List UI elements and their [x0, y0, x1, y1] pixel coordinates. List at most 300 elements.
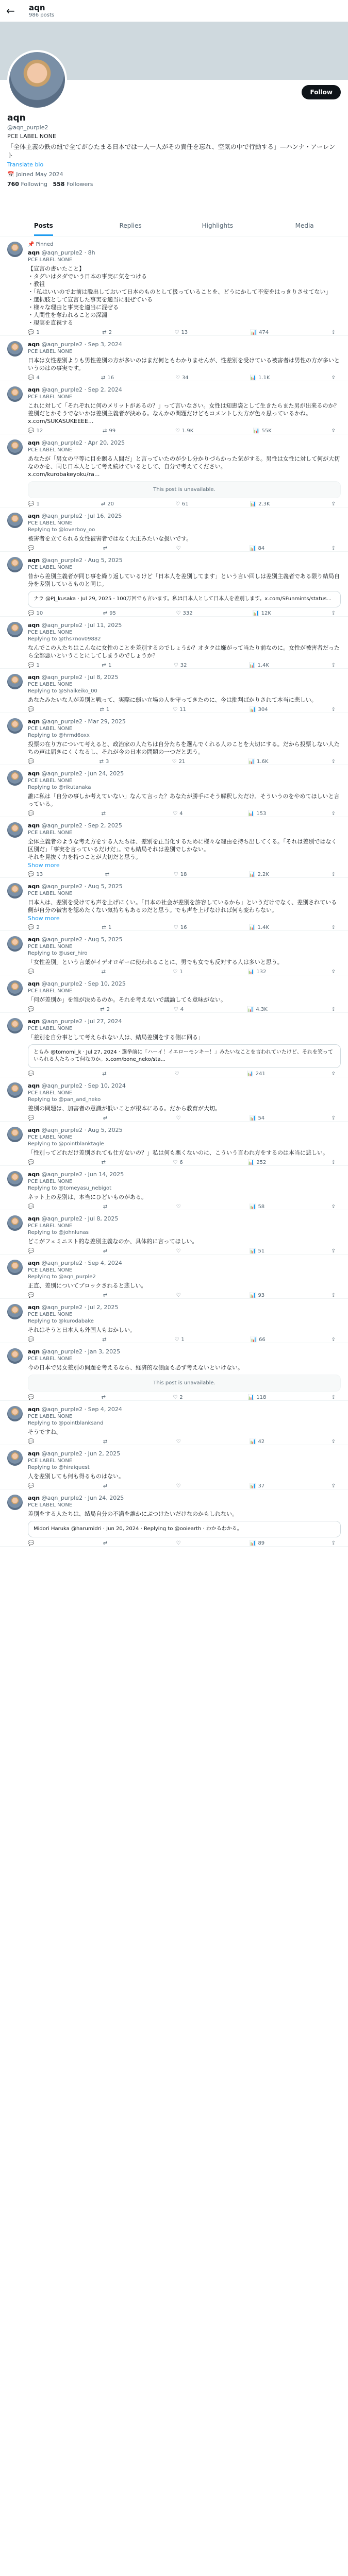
like-button[interactable]	[174, 1007, 184, 1012]
reply-button[interactable]	[28, 428, 43, 434]
views-button[interactable]	[250, 501, 270, 507]
post-author-name[interactable]: aqn	[28, 1260, 40, 1266]
post-author-name[interactable]: aqn	[28, 936, 40, 943]
post-item[interactable]	[0, 434, 348, 507]
post-author-name[interactable]: aqn	[28, 386, 40, 393]
post-avatar[interactable]	[7, 386, 23, 402]
share-button[interactable]	[332, 872, 336, 877]
reply-button[interactable]	[28, 1483, 36, 1489]
post-item[interactable]	[0, 1210, 348, 1255]
reply-button[interactable]	[28, 663, 40, 668]
post-author-name[interactable]: aqn	[28, 770, 40, 777]
follow-button[interactable]: Follow	[302, 85, 341, 99]
repost-button[interactable]	[103, 1293, 109, 1298]
post-item[interactable]	[0, 1077, 348, 1122]
like-button[interactable]	[173, 1395, 183, 1400]
share-button[interactable]	[332, 501, 336, 507]
reply-button[interactable]	[28, 375, 40, 381]
share-button[interactable]	[332, 1337, 336, 1343]
share-icon: ⇪	[331, 375, 336, 381]
views-button[interactable]	[249, 872, 269, 877]
post-date[interactable]: Jul 27, 2024	[88, 1018, 122, 1025]
like-button[interactable]	[175, 428, 193, 434]
share-button[interactable]	[332, 611, 336, 616]
post-handle[interactable]: @aqn_purple2	[41, 249, 83, 256]
post-author-name[interactable]: aqn	[28, 557, 40, 564]
post-date[interactable]: Jun 2, 2025	[88, 1450, 121, 1457]
like-button[interactable]	[176, 1248, 183, 1254]
post-author-name[interactable]: aqn	[28, 1018, 40, 1025]
share-button[interactable]	[332, 663, 336, 668]
profile-bio: 「全体主義の鉄の紐で全てがひたまる日本では一人一人がその責任を忘れ、空気の中で行動する」—ハンナ・アーレント	[7, 143, 335, 159]
post-item[interactable]	[0, 336, 348, 381]
share-button[interactable]	[332, 1160, 336, 1165]
like-button[interactable]	[174, 330, 188, 335]
like-button[interactable]	[175, 501, 189, 507]
post-handle[interactable]: @aqn_purple2	[41, 883, 83, 890]
views-button[interactable]	[250, 1293, 264, 1298]
post-handle[interactable]: @aqn_purple2	[41, 1450, 83, 1457]
post-date[interactable]: Jun 24, 2025	[88, 770, 124, 777]
replying-to[interactable]: Replying to @aqn_purple2	[28, 1274, 96, 1280]
share-button[interactable]	[332, 330, 336, 335]
post-author-name[interactable]: aqn	[28, 1215, 40, 1222]
post-avatar[interactable]	[7, 1260, 23, 1275]
views-button[interactable]	[249, 925, 269, 930]
share-button[interactable]	[332, 1483, 336, 1489]
post-item[interactable]	[0, 236, 348, 336]
post-date[interactable]: Sep 3, 2024	[88, 341, 122, 348]
share-button[interactable]	[332, 1248, 336, 1254]
post-avatar[interactable]	[7, 883, 23, 899]
post-avatar[interactable]	[7, 439, 23, 455]
repost-button[interactable]	[102, 1071, 108, 1077]
replying-to[interactable]: Replying to @pointblanktagle	[28, 1141, 104, 1147]
replying-to[interactable]: Replying to @pointblanksand	[28, 1420, 104, 1426]
post-author-name[interactable]: aqn	[28, 439, 40, 446]
views-button[interactable]	[253, 428, 272, 434]
post-avatar[interactable]	[7, 1215, 23, 1231]
post-label: PCE LABEL NONE	[28, 394, 73, 400]
share-button[interactable]	[332, 759, 336, 765]
repost-icon: ⇄	[103, 1293, 108, 1298]
post-author-name[interactable]: aqn	[28, 883, 40, 890]
post-avatar[interactable]	[7, 1127, 23, 1142]
repost-button[interactable]	[102, 811, 108, 817]
post-avatar[interactable]	[7, 341, 23, 357]
post-actions	[28, 1483, 341, 1489]
post-handle[interactable]: @aqn_purple2	[41, 1304, 83, 1311]
views-button[interactable]	[247, 1071, 266, 1077]
replying-to[interactable]: Replying to @hiraiquest	[28, 1465, 90, 1470]
share-icon: ⇪	[331, 1204, 336, 1210]
post-body	[28, 718, 341, 765]
tab-posts[interactable]	[0, 215, 87, 236]
post-avatar[interactable]	[7, 674, 23, 689]
post-item[interactable]	[0, 617, 348, 669]
post-author-name[interactable]: aqn	[28, 980, 40, 987]
replying-to[interactable]: Replying to @hrmd6oxx	[28, 733, 90, 738]
repost-button[interactable]	[102, 330, 112, 335]
replying-to[interactable]: Replying to @pan_and_neko	[28, 1097, 101, 1103]
reply-button[interactable]	[28, 759, 36, 765]
share-button[interactable]	[332, 707, 336, 713]
post-author-name[interactable]: aqn	[28, 341, 40, 348]
post-date[interactable]: Jun 14, 2025	[88, 1171, 124, 1178]
views-button[interactable]	[250, 1204, 264, 1210]
views-button[interactable]	[250, 1483, 264, 1489]
reply-icon: 💬	[28, 546, 35, 551]
post-text: 差別の問題は、加害者の意識が低いことが根本にある。だから教育が大切。	[28, 1105, 221, 1112]
views-button[interactable]	[250, 1248, 264, 1254]
post-avatar[interactable]	[7, 822, 23, 838]
reply-button[interactable]	[28, 1439, 36, 1445]
share-button[interactable]	[332, 1540, 336, 1546]
post-item[interactable]	[0, 765, 348, 817]
reply-button[interactable]	[28, 1160, 36, 1165]
share-button[interactable]	[332, 1115, 336, 1121]
views-button[interactable]	[250, 1439, 264, 1445]
post-author-name[interactable]: aqn	[28, 1304, 40, 1311]
replying-to[interactable]: Replying to @Shaikeiko_00	[28, 688, 97, 694]
action-count: 37	[258, 1483, 265, 1489]
reply-button[interactable]	[28, 1204, 36, 1210]
post-item[interactable]	[0, 1489, 348, 1547]
post-date[interactable]: Jul 8, 2025	[88, 674, 119, 681]
post-item[interactable]	[0, 1299, 348, 1343]
reply-button[interactable]	[28, 1248, 36, 1254]
like-button[interactable]	[176, 1483, 183, 1489]
like-button[interactable]	[176, 611, 193, 616]
reply-icon: 💬	[28, 1160, 35, 1165]
following-count[interactable]: 760	[7, 181, 19, 188]
post-handle[interactable]: @aqn_purple2	[41, 557, 83, 564]
reply-button[interactable]	[28, 1337, 36, 1343]
post-date[interactable]: Apr 20, 2025	[88, 439, 125, 446]
post-handle[interactable]: @aqn_purple2	[41, 386, 83, 393]
like-button[interactable]	[176, 1204, 183, 1210]
post-handle[interactable]: @aqn_purple2	[41, 770, 83, 777]
reply-button[interactable]	[28, 1395, 36, 1400]
views-button[interactable]	[248, 811, 267, 817]
reply-button[interactable]	[28, 330, 40, 335]
share-button[interactable]	[332, 1007, 336, 1012]
post-avatar[interactable]	[7, 1348, 23, 1364]
replying-to[interactable]: Replying to @user_hiro	[28, 951, 88, 956]
like-button[interactable]	[174, 925, 187, 930]
reply-button[interactable]	[28, 925, 40, 930]
post-avatar[interactable]	[7, 718, 23, 734]
post-handle[interactable]: @aqn_purple2	[41, 1495, 83, 1501]
post-item[interactable]	[0, 878, 348, 931]
like-button[interactable]	[173, 811, 183, 817]
post-author-name[interactable]: aqn	[28, 1348, 40, 1355]
post-date[interactable]: Sep 10, 2025	[88, 980, 126, 987]
post-date[interactable]: Sep 2, 2025	[88, 822, 122, 829]
post-author-name[interactable]: aqn	[28, 1450, 40, 1457]
like-button[interactable]	[173, 1160, 183, 1165]
post-author-name[interactable]: aqn	[28, 1082, 40, 1089]
like-button[interactable]	[176, 1115, 183, 1121]
post-author-name[interactable]: aqn	[28, 1406, 40, 1413]
reply-button[interactable]	[28, 811, 36, 817]
reply-button[interactable]	[28, 1071, 36, 1077]
post-avatar[interactable]	[7, 513, 23, 528]
like-button[interactable]	[176, 1540, 183, 1546]
post-item[interactable]	[0, 975, 348, 1013]
views-button[interactable]	[250, 707, 268, 713]
post-date[interactable]: Jul 8, 2025	[88, 1215, 119, 1222]
post-item[interactable]	[0, 507, 348, 552]
replying-to[interactable]: Replying to @kurodabake	[28, 1318, 94, 1324]
views-button[interactable]	[250, 546, 264, 551]
post-header	[28, 1215, 341, 1223]
repost-button[interactable]	[102, 1395, 108, 1400]
post-author-name[interactable]: aqn	[28, 513, 40, 519]
post-author-name[interactable]: aqn	[28, 822, 40, 829]
post-avatar[interactable]	[7, 1304, 23, 1319]
post-date[interactable]: Sep 4, 2024	[88, 1406, 122, 1413]
views-button[interactable]	[250, 375, 270, 381]
repost-button[interactable]	[100, 707, 109, 713]
post-handle[interactable]: @aqn_purple2	[41, 936, 83, 943]
post-item[interactable]	[0, 1445, 348, 1489]
post-date[interactable]: Aug 5, 2025	[88, 936, 123, 943]
post-handle[interactable]: @aqn_purple2	[41, 674, 83, 681]
views-button[interactable]	[251, 1337, 266, 1343]
repost-button[interactable]	[103, 546, 109, 551]
like-button[interactable]	[173, 707, 186, 713]
share-button[interactable]	[332, 1204, 336, 1210]
like-button[interactable]	[176, 1439, 183, 1445]
post-avatar[interactable]	[7, 1495, 23, 1510]
post-date[interactable]: Sep 4, 2024	[88, 1260, 122, 1266]
reply-button[interactable]	[28, 1293, 36, 1298]
show-more-link[interactable]: Show more	[28, 862, 60, 869]
post-handle[interactable]: @aqn_purple2	[41, 1260, 83, 1266]
views-button[interactable]	[251, 330, 269, 335]
post-date[interactable]: Jul 16, 2025	[88, 513, 122, 519]
like-button[interactable]	[172, 759, 186, 765]
post-date[interactable]: Sep 2, 2024	[88, 386, 122, 393]
reply-button[interactable]	[28, 969, 36, 975]
reply-button[interactable]	[28, 611, 43, 616]
following-label[interactable]: Following	[21, 181, 47, 188]
repost-button[interactable]	[100, 759, 109, 765]
post-header	[28, 1018, 341, 1025]
like-button[interactable]	[174, 1071, 181, 1077]
repost-button[interactable]	[101, 375, 114, 381]
views-button[interactable]	[248, 1160, 267, 1165]
post-handle[interactable]: @aqn_purple2	[41, 341, 83, 348]
post-date[interactable]: Aug 5, 2025	[88, 557, 123, 564]
like-button[interactable]	[174, 663, 187, 668]
replying-to[interactable]: Replying to @johnlunas	[28, 1230, 89, 1235]
repost-button[interactable]	[103, 428, 115, 434]
post-handle[interactable]: @aqn_purple2	[41, 980, 83, 987]
post-author-name[interactable]: aqn	[28, 1127, 40, 1133]
views-button[interactable]	[250, 1115, 264, 1121]
post-item[interactable]	[0, 1166, 348, 1210]
show-more-link[interactable]: Show more	[28, 915, 60, 922]
like-button[interactable]	[175, 375, 189, 381]
post-date[interactable]: Jan 3, 2025	[88, 1348, 121, 1355]
post-handle[interactable]: @aqn_purple2	[41, 1215, 83, 1222]
post-avatar[interactable]	[7, 1018, 23, 1033]
repost-button[interactable]	[103, 1248, 109, 1254]
post-handle[interactable]: @aqn_purple2	[41, 1348, 83, 1355]
followers-count[interactable]: 558	[53, 181, 65, 188]
tab-highlights[interactable]: Highlights	[202, 222, 234, 229]
post-date[interactable]: Sep 10, 2024	[88, 1082, 126, 1089]
post-avatar[interactable]	[7, 1082, 23, 1098]
share-button[interactable]	[332, 546, 336, 551]
views-button[interactable]	[248, 969, 267, 975]
post-item[interactable]	[0, 669, 348, 713]
post-date[interactable]: Mar 29, 2025	[88, 718, 126, 725]
post-author-name[interactable]: aqn	[28, 718, 40, 725]
views-button[interactable]	[247, 1007, 268, 1012]
repost-button[interactable]	[103, 1204, 109, 1210]
quoted-post[interactable]: ナラ @PJ_kusaka · Jul 29, 2025 · 100万回でも言います。私は日本人として日本人を差別します。x.com/SFunmints/status...	[28, 591, 341, 607]
reply-button[interactable]	[28, 546, 36, 551]
post-handle[interactable]: @aqn_purple2	[41, 1127, 83, 1133]
post-author-name[interactable]: aqn	[28, 622, 40, 629]
followers-label[interactable]: Followers	[66, 181, 93, 188]
repost-button[interactable]	[103, 1439, 109, 1445]
post-avatar[interactable]	[7, 770, 23, 786]
share-button[interactable]	[332, 969, 336, 975]
reply-button[interactable]	[28, 501, 40, 507]
post-avatar[interactable]	[7, 1171, 23, 1187]
post-item[interactable]	[0, 381, 348, 434]
reply-button[interactable]	[28, 872, 43, 877]
post-actions	[28, 330, 341, 335]
like-button[interactable]	[176, 1293, 183, 1298]
share-button[interactable]	[332, 925, 336, 930]
share-button[interactable]	[332, 1395, 336, 1400]
post-item[interactable]	[0, 1401, 348, 1445]
post-author-name[interactable]: aqn	[28, 1171, 40, 1178]
share-button[interactable]	[332, 1071, 336, 1077]
like-button[interactable]	[174, 1337, 184, 1343]
post-avatar[interactable]	[7, 1450, 23, 1466]
post-handle[interactable]: @aqn_purple2	[41, 822, 83, 829]
repost-button[interactable]	[102, 1160, 108, 1165]
repost-button[interactable]	[102, 925, 111, 930]
reply-button[interactable]	[28, 1540, 36, 1546]
post-handle[interactable]: @aqn_purple2	[41, 622, 83, 629]
reply-button[interactable]	[28, 1007, 36, 1012]
post-avatar[interactable]	[7, 622, 23, 637]
post-handle[interactable]: @aqn_purple2	[41, 1082, 83, 1089]
views-button[interactable]	[253, 611, 271, 616]
views-button[interactable]	[248, 759, 268, 765]
post-handle[interactable]: @aqn_purple2	[41, 1406, 83, 1413]
post-item[interactable]	[0, 931, 348, 975]
post-handle[interactable]: @aqn_purple2	[41, 1018, 83, 1025]
tab-replies[interactable]: Replies	[119, 222, 142, 229]
quoted-post[interactable]: Midori Haruka @harumidri · Jun 20, 2024 · Replying to @ooiearth · わかるわかる。	[28, 1521, 341, 1537]
like-button[interactable]	[174, 872, 187, 877]
post-item[interactable]	[0, 713, 348, 765]
repost-button[interactable]	[102, 1337, 108, 1343]
post-handle[interactable]: @aqn_purple2	[41, 439, 83, 446]
post-date[interactable]: 8h	[88, 249, 95, 256]
post-date[interactable]: Jul 2, 2025	[88, 1304, 119, 1311]
repost-button[interactable]	[100, 1007, 110, 1012]
post-text: 日本は女性差別よりも男性差別の方が多いのはまだ何ともわかりませんが、性差別を受けている被害者は男性の方が多いというのはの事実です。	[28, 357, 340, 371]
post-item[interactable]	[0, 1013, 348, 1077]
repost-button[interactable]	[103, 1115, 109, 1121]
arrow-left-icon[interactable]: ←	[6, 5, 15, 17]
post-text: 全体主義者のような考え方をする人たちは、差別を正当化するために様々な理由を持ち出してくる。「それは差別ではなく区別だ」「事実を言っているだけだ」。でも結局それは差別でしかない。 それを見抜く力を持つことが大切だと思う。	[28, 838, 337, 860]
replying-to[interactable]: Replying to @tomeyasu_nebigot	[28, 1185, 112, 1191]
post-avatar[interactable]	[7, 557, 23, 572]
replying-to[interactable]: Replying to @loverboy_oo	[28, 527, 95, 533]
reply-button[interactable]	[28, 1115, 36, 1121]
profile-avatar[interactable]	[7, 50, 67, 110]
post-handle[interactable]: @aqn_purple2	[41, 718, 83, 725]
post-date[interactable]: Jun 24, 2025	[88, 1495, 124, 1501]
post-author-name[interactable]: aqn	[28, 249, 40, 256]
like-icon: ♡	[173, 969, 178, 975]
repost-button[interactable]	[105, 872, 111, 877]
post-item[interactable]	[0, 817, 348, 878]
share-button[interactable]	[332, 1293, 336, 1298]
post-avatar[interactable]	[7, 1406, 23, 1421]
tab-media[interactable]: Media	[295, 222, 314, 229]
post-item[interactable]	[0, 1255, 348, 1299]
post-author-name[interactable]: aqn	[28, 1495, 40, 1501]
replying-to[interactable]: Replying to @ths7nov09882	[28, 636, 101, 642]
replying-to[interactable]: Replying to @rikutanaka	[28, 785, 91, 790]
post-handle[interactable]: @aqn_purple2	[41, 1171, 83, 1178]
post-avatar[interactable]	[7, 242, 23, 257]
like-button[interactable]	[176, 546, 183, 551]
post-actions	[28, 1439, 341, 1445]
repost-button[interactable]	[103, 1540, 109, 1546]
post-author-name[interactable]: aqn	[28, 674, 40, 681]
quoted-post[interactable]: ともみ @tomomi_k · Jul 27, 2024 · 選挙前に「ハーイ！イエローモンキー！」みたいなことを言われていたけど、それを笑っていられる人たちって何なのか。x.com/bone_neko/sta...	[28, 1044, 341, 1068]
views-button[interactable]	[250, 1540, 264, 1546]
post-header	[28, 1082, 341, 1090]
post-date[interactable]: Aug 5, 2025	[88, 1127, 123, 1133]
repost-button[interactable]	[102, 663, 111, 668]
repost-button[interactable]	[103, 1483, 109, 1489]
post-handle[interactable]: @aqn_purple2	[41, 513, 83, 519]
post-avatar[interactable]	[7, 936, 23, 952]
share-button[interactable]	[332, 375, 336, 381]
repost-button[interactable]	[102, 969, 108, 975]
post-date[interactable]: Aug 5, 2025	[88, 883, 123, 890]
views-button[interactable]	[248, 1395, 267, 1400]
share-button[interactable]	[332, 1439, 336, 1445]
translate-bio-link[interactable]: Translate bio	[7, 161, 44, 168]
post-avatar[interactable]	[7, 980, 23, 996]
like-button[interactable]	[173, 969, 183, 975]
share-button[interactable]	[332, 811, 336, 817]
repost-button[interactable]	[101, 501, 114, 507]
reply-button[interactable]	[28, 707, 36, 713]
post-item[interactable]	[0, 1343, 348, 1401]
post-item[interactable]	[0, 552, 348, 617]
post-date[interactable]: Jul 11, 2025	[88, 622, 122, 629]
views-button[interactable]	[249, 663, 269, 668]
post-item[interactable]	[0, 1122, 348, 1166]
share-button[interactable]	[332, 428, 336, 434]
repost-button[interactable]	[103, 611, 116, 616]
